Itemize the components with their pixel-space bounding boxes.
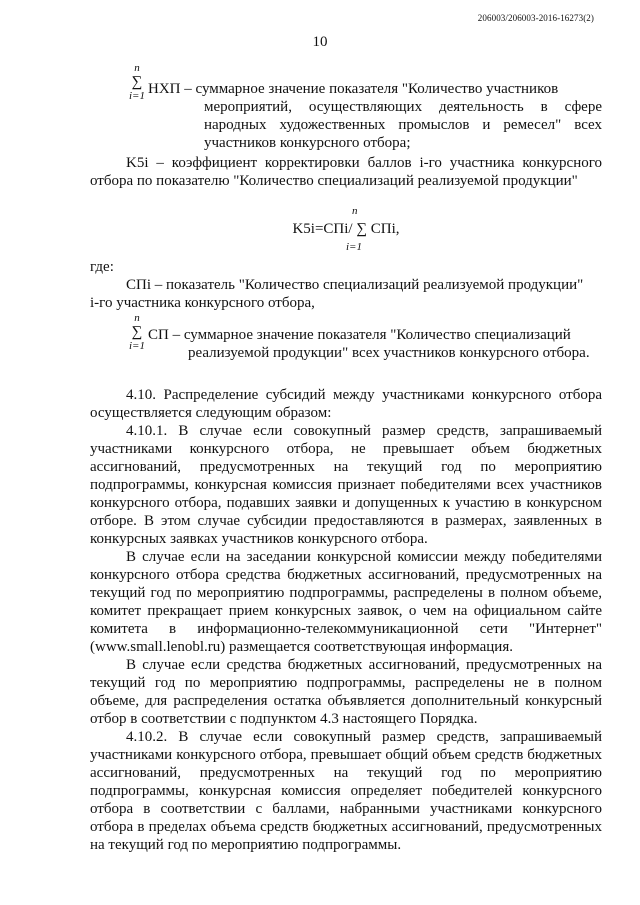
sum-nhp-block — [90, 62, 602, 152]
paragraph-4-10: 4.10. Распределение субсидий между участниками конкурсного отбора осуществляется следующим образом: — [90, 387, 602, 421]
sigma-symbol: ∑ — [131, 324, 143, 340]
sum-nhp-symbol — [126, 62, 148, 102]
document-body — [90, 62, 602, 854]
formula-upper-limit: n — [352, 205, 358, 217]
formula-lower-limit: i=1 — [346, 241, 362, 253]
sum-sp-symbol — [126, 312, 148, 352]
sum-nhp-def-2: мероприятий, осуществляющих деятельность в сфере — [204, 99, 602, 115]
sigma-symbol: ∑ — [131, 74, 143, 90]
paragraph-case-full: В случае если на заседании конкурсной комиссии между победителями конкурсного отбора средства бюджетных ассигнований, предусмотренных на текущий год по мероприятию подпрограммы, распределены в полном объеме, комитет прекращает прием конкурсных заявок, о чем на официальном сайте комитета в информационно-телекоммуникационной сети "Интернет" (www.small.lenobl.ru) размещается соответствующая информация. — [90, 549, 602, 655]
sum-nhp-def-4: участников конкурсного отбора; — [204, 135, 411, 151]
sum-sp-def-2: реализуемой продукции" всех участников конкурсного отбора. — [188, 345, 590, 361]
sum-sp-block — [90, 312, 602, 366]
sum-sp-term: СП — [148, 327, 169, 343]
sum-lower-limit: i=1 — [129, 90, 145, 102]
sum-nhp-def-1: – суммарное значение показателя "Количество участников — [184, 81, 559, 97]
paragraph-4-10-2: 4.10.2. В случае если совокупный размер средств, запрашиваемый участниками конкурсного отбора, превышает общий объем средств бюджетных ассигнований, предусмотренных на текущий год по мероприятию подпрограммы, конкурсная комиссия определяет победителей конкурсного отбора в соответствии с баллами, набранными участниками конкурсного отбора в пределах объема средств бюджетных ассигнований, предусмотренных на текущий год по мероприятию подпрограммы. — [90, 729, 602, 853]
sum-nhp-term: НХП — [148, 81, 181, 97]
sum-nhp-def-3: народных художественных промыслов и ремесел" всех — [204, 117, 602, 133]
sp-definition-2: i-го участника конкурсного отбора, — [90, 295, 315, 311]
page-number: 10 — [312, 34, 328, 50]
sum-lower-limit: i=1 — [129, 340, 145, 352]
formula-main: K5i=СПi/ ∑ СПi, — [292, 221, 400, 237]
k5-definition: K5i – коэффициент корректировки баллов i-го участника конкурсного отбора по показателю "Количество специализаций реализуемой продукции" — [90, 155, 602, 189]
sum-upper-limit: n — [134, 62, 140, 74]
document-id: 206003/206003-2016-16273(2) — [477, 13, 594, 23]
sum-sp-line1 — [148, 326, 602, 344]
paragraph-4-10-1: 4.10.1. В случае если совокупный размер средств, запрашиваемый участниками конкурсного отбора, не превышает объем бюджетных ассигнований, предусмотренных на текущий год по мероприятию подпрограммы, конкурсная комиссия признает победителями всех участников конкурсного отбора, подавших заявки и допущенных к участию в конкурсном отборе. В этом случае субсидии предоставляются в размерах, заявленных в конкурсных заявках участников конкурсного отбора. — [90, 423, 602, 547]
sum-nhp-line1 — [148, 80, 602, 98]
sum-sp-def-1: – суммарное значение показателя "Количество специализаций — [172, 327, 571, 343]
sp-definition-1: СПi – показатель "Количество специализаций реализуемой продукции" — [126, 277, 584, 293]
paragraph-case-partial: В случае если средства бюджетных ассигнований, предусмотренных на текущий год по мероприятию подпрограммы, распределены не в полном объеме, для распределения остатка объявляется дополнительный конкурсный отбор в соответствии с подпунктом 4.3 настоящего Порядка. — [90, 657, 602, 727]
k5-formula — [90, 202, 602, 254]
sum-upper-limit: n — [134, 312, 140, 324]
where-label: где: — [90, 259, 114, 275]
